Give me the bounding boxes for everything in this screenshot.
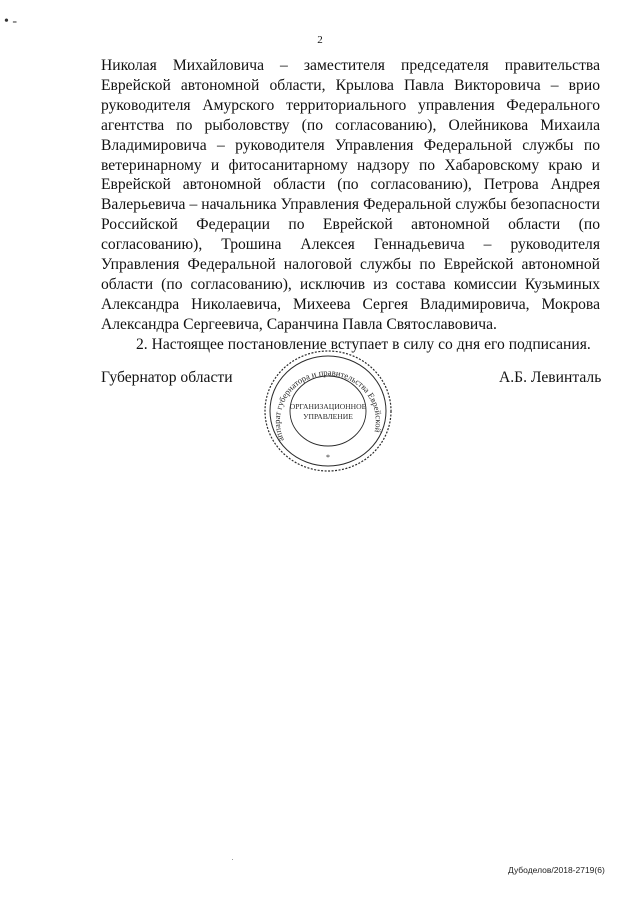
page-number: 2 (317, 34, 323, 46)
corner-marks: • - (4, 14, 18, 29)
signatory-name: А.Б. Левинталь (499, 369, 602, 386)
document-body (101, 56, 600, 355)
seal-center-line-1: ОРГАНИЗАЦИОННОЕ (289, 402, 367, 411)
seal-star: * (326, 453, 330, 462)
document-code: Дубоделов/2018-2719(6) (508, 865, 605, 875)
official-seal (262, 348, 394, 474)
seal-center-line-2: УПРАВЛЕНИЕ (303, 412, 353, 421)
scan-speck (232, 859, 233, 860)
body-paragraph-1: Николая Михайловича – заместителя председателя правительства Еврейской автономной области, Крылова Павла Викторовича – врио руководителя Амурского территориального управления Федерального агентства по рыболовству (по согласованию), Олейникова Михаила Владимировича – руководителя Управления Федеральной службы по ветеринарному и фитосанитарному надзору по Хабаровскому краю и Еврейской автономной области (по согласованию), Петрова Андрея Валерьевича – начальника Управления Федеральной службы безопасности Российской Федерации по Еврейской автономной области (по согласованию), Трошина Алексея Геннадьевича – руководителя Управления Федеральной налоговой службы по Еврейской автономной области (по согласованию), исключив из состава комиссии Кузьминых Александра Николаевича, Михеева Сергея Владимировича, Мокрова Александра Сергеевича, Саранчина Павла Святославовича. (101, 57, 600, 333)
body-paragraph-2: 2. Настоящее постановление вступает в силу со дня его подписания. (136, 335, 591, 353)
seal-ring-text: аппарат губернатора и правительства Еврейской (271, 367, 384, 444)
signatory-title: Губернатор области (101, 369, 233, 386)
